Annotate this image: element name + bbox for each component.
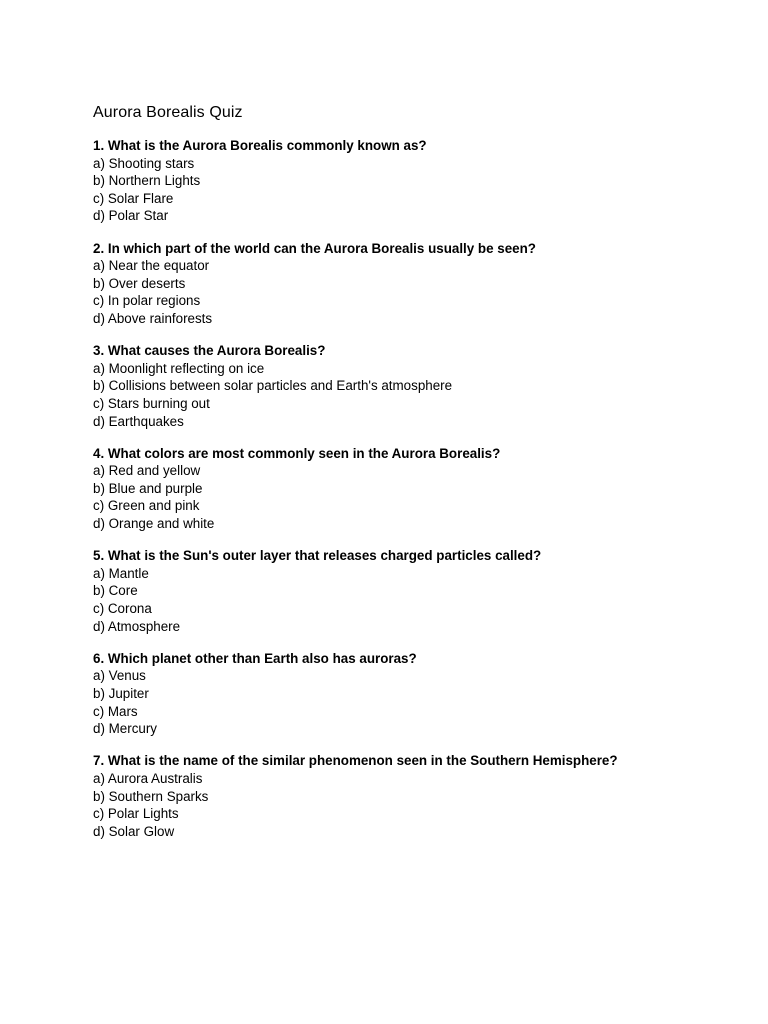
option-c: c) Green and pink [93, 498, 200, 514]
option-b: b) Blue and purple [93, 480, 203, 496]
option-a: a) Near the equator [93, 258, 210, 274]
option-a: a) Shooting stars [93, 155, 195, 171]
option-d: d) Atmosphere [93, 618, 181, 634]
option-c: c) Solar Flare [93, 190, 174, 206]
question-text: 3. What causes the Aurora Borealis? [93, 343, 326, 359]
option-a: a) Venus [93, 668, 146, 684]
quiz-document [93, 103, 733, 855]
option-c: c) In polar regions [93, 293, 201, 309]
question-text: 5. What is the Sun's outer layer that releases charged particles called? [93, 548, 542, 564]
option-d: d) Orange and white [93, 516, 215, 532]
option-b: b) Southern Sparks [93, 788, 209, 804]
question-text: 7. What is the name of the similar phenomenon seen in the Southern Hemisphere? [93, 753, 618, 769]
option-a: a) Aurora Australis [93, 770, 203, 786]
option-c: c) Corona [93, 601, 152, 617]
question-text: 1. What is the Aurora Borealis commonly known as? [93, 138, 427, 153]
document-title: Aurora Borealis Quiz [93, 104, 243, 121]
question-5 [93, 547, 733, 635]
question-text: 2. In which part of the world can the Aurora Borealis usually be seen? [93, 240, 536, 256]
option-b: b) Over deserts [93, 275, 186, 291]
option-a: a) Mantle [93, 565, 149, 581]
option-d: d) Solar Glow [93, 823, 175, 839]
option-d: d) Earthquakes [93, 413, 184, 429]
question-text: 4. What colors are most commonly seen in the Aurora Borealis? [93, 445, 501, 461]
option-b: b) Northern Lights [93, 173, 201, 189]
question-7 [93, 752, 733, 840]
option-a: a) Red and yellow [93, 463, 201, 479]
option-d: d) Polar Star [93, 208, 169, 224]
option-b: b) Jupiter [93, 686, 149, 701]
question-6 [93, 650, 733, 738]
option-a: a) Moonlight reflecting on ice [93, 360, 265, 376]
option-b: b) Core [93, 583, 138, 599]
option-c: c) Mars [93, 703, 138, 719]
option-b: b) Collisions between solar particles and Earth's atmosphere [93, 378, 453, 394]
option-d: d) Mercury [93, 721, 157, 737]
question-1 [93, 137, 733, 225]
question-2 [93, 240, 733, 328]
option-c: c) Polar Lights [93, 806, 179, 822]
question-text: 6. Which planet other than Earth also has auroras? [93, 650, 417, 666]
question-3 [93, 342, 733, 430]
option-c: c) Stars burning out [93, 395, 210, 411]
question-4 [93, 445, 733, 533]
option-d: d) Above rainforests [93, 310, 213, 326]
